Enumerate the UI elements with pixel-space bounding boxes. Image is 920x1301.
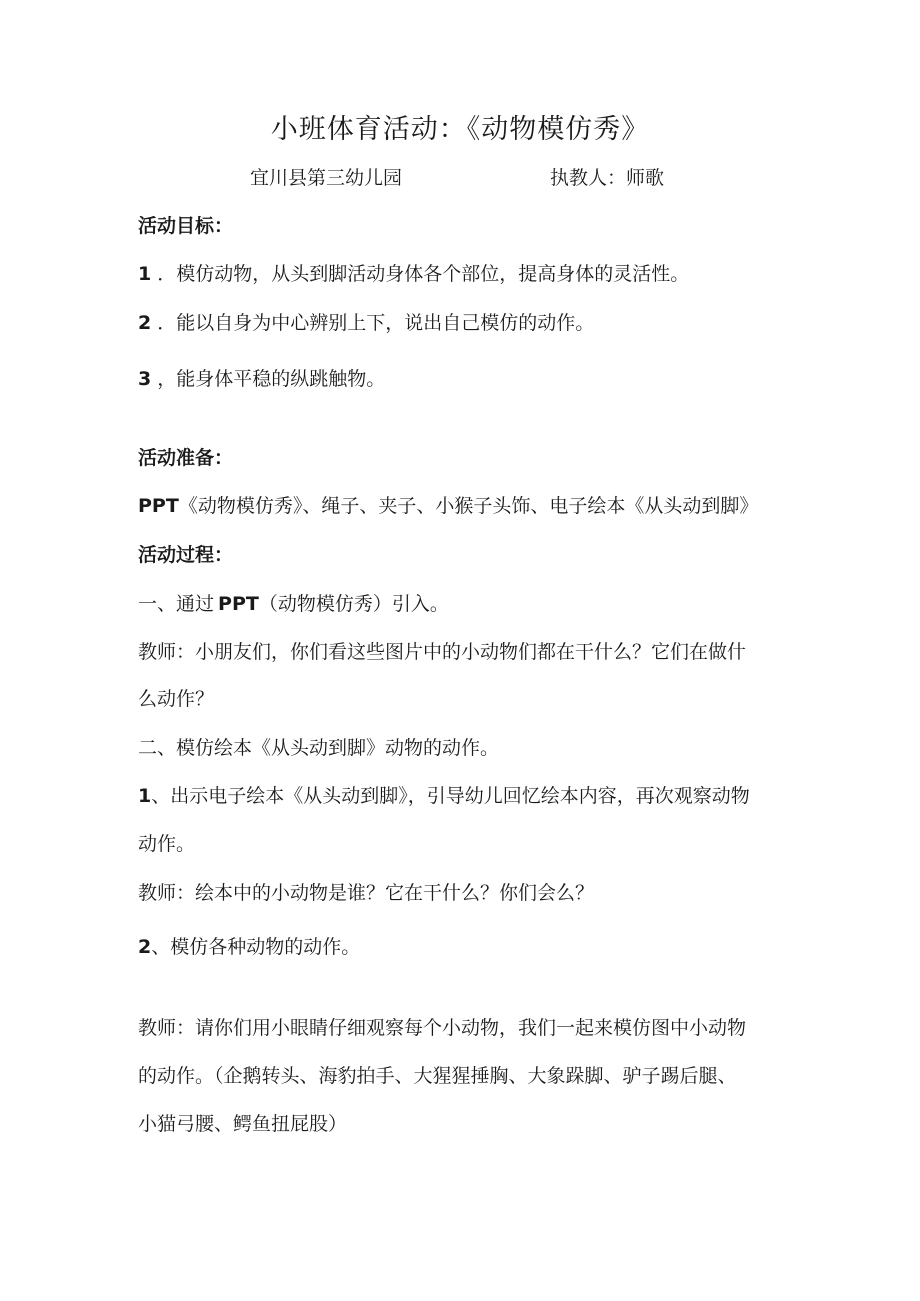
goal-number: 3 [138, 368, 152, 390]
teacher-line: 教师：绘本中的小动物是谁？它在干什么？你们会么？ [138, 882, 595, 904]
process-heading: 活动过程： [138, 544, 234, 566]
ppt-label: PPT [138, 495, 179, 517]
goal-number: 1 [138, 263, 152, 285]
ppt-label: PPT [218, 593, 259, 615]
sub-step-number: 1 [138, 785, 152, 807]
goal-item-1 [138, 262, 689, 286]
goal-item-2 [138, 311, 594, 335]
step1-prefix: 一、通过 [138, 593, 215, 615]
process-step-1 [138, 592, 449, 616]
goals-heading: 活动目标： [138, 215, 234, 237]
teacher-line: 小猫弓腰、鳄鱼扭屁股） [138, 1113, 348, 1135]
preparation-text [138, 494, 758, 518]
goal-item-3 [138, 367, 385, 391]
teacher-line: 的动作。（企鹅转头、海豹拍手、大猩猩捶胸、大象跺脚、驴子踢后腿、 [138, 1065, 737, 1087]
preparation-heading: 活动准备： [138, 447, 234, 469]
sub-step-text: 、模仿各种动物的动作。 [151, 936, 361, 958]
preparation-materials: 《动物模仿秀》、绳子、夹子、小猴子头饰、电子绘本《从头动到脚》 [178, 495, 759, 517]
teacher-line: 教师：小朋友们，你们看这些图片中的小动物们都在干什么？它们在做什 [138, 641, 747, 663]
sub-step-2 [138, 935, 360, 959]
sub-step-text: 、出示电子绘本《从头动到脚》，引导幼儿回忆绘本内容，再次观察动物 [151, 785, 750, 807]
goal-text: ．能以自身为中心辨别上下，说出自己模仿的动作。 [157, 312, 595, 334]
goal-text: ，能身体平稳的纵跳触物。 [157, 368, 386, 390]
sub-step-1 [138, 784, 750, 808]
sub-step-number: 2 [138, 936, 152, 958]
teacher-line: 教师：请你们用小眼睛仔细观察每个小动物，我们一起来模仿图中小动物 [138, 1017, 747, 1039]
process-step-2: 二、模仿绘本《从头动到脚》动物的动作。 [138, 737, 500, 759]
document-title: 小班体育活动：《动物模仿秀》 [270, 114, 650, 145]
goal-text: ．模仿动物，从头到脚活动身体各个部位，提高身体的灵活性。 [157, 263, 690, 285]
sub-step-1-cont: 动作。 [138, 833, 196, 855]
teacher-name: 执教人：师歌 [550, 167, 665, 189]
teacher-line: 么动作？ [138, 688, 215, 710]
goal-number: 2 [138, 312, 152, 334]
step1-suffix: （动物模仿秀）引入。 [258, 593, 449, 615]
school-name: 宜川县第三幼儿园 [250, 167, 403, 189]
